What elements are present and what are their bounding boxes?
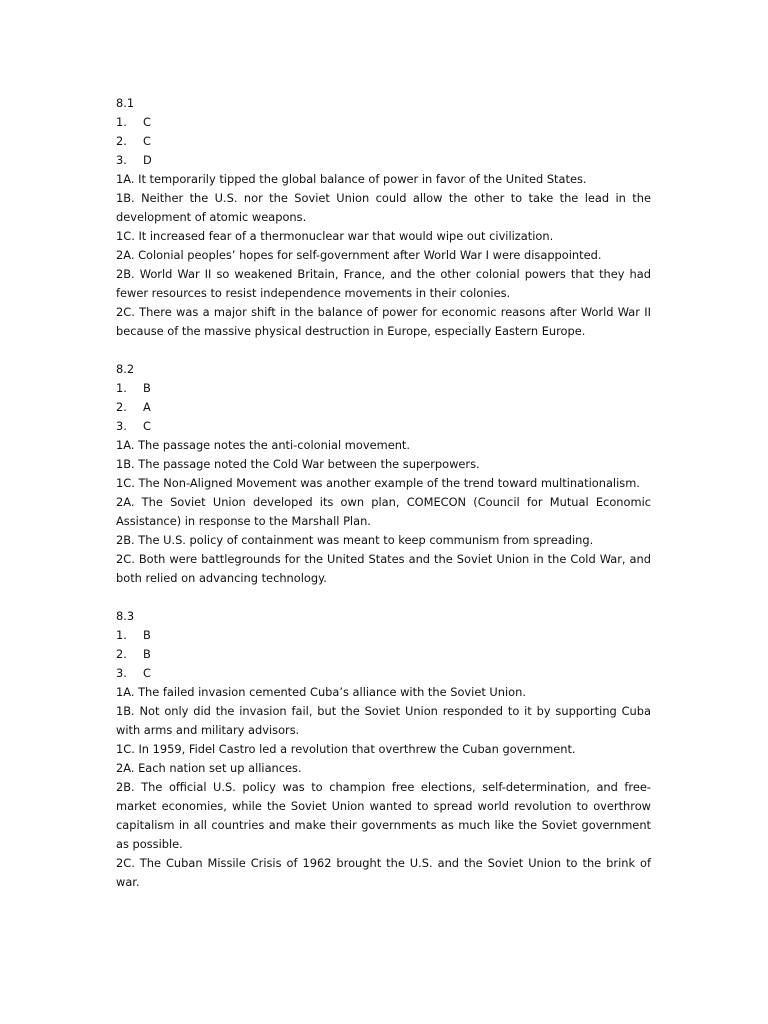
mc-answer [116, 151, 651, 170]
mc-letter: D [143, 153, 152, 167]
short-answer: 1B. The passage noted the Cold War between the superpowers. [116, 457, 480, 471]
section-heading: 8.3 [116, 609, 135, 623]
short-answer: 1A. The failed invasion cemented Cuba’s alliance with the Soviet Union. [116, 685, 526, 699]
mc-number: 3. [116, 666, 127, 680]
mc-letter: C [143, 666, 151, 680]
mc-number: 2. [116, 134, 127, 148]
mc-letter: C [143, 419, 151, 433]
section-8-2 [116, 360, 651, 588]
answer-key-page [116, 94, 651, 911]
mc-answer [116, 113, 651, 132]
short-answer: 1C. It increased fear of a thermonuclear war that would wipe out civilization. [116, 229, 554, 243]
mc-number: 2. [116, 647, 127, 661]
mc-number: 1. [116, 115, 127, 129]
short-answer: 2C. Both were battlegrounds for the United States and the Soviet Union in the Cold War, and both relied on advancing technology. [116, 552, 651, 585]
mc-letter: B [143, 381, 151, 395]
mc-letter: A [143, 400, 151, 414]
short-answer: 1A. The passage notes the anti-colonial movement. [116, 438, 411, 452]
short-answer: 2C. The Cuban Missile Crisis of 1962 brought the U.S. and the Soviet Union to the brink of war. [116, 856, 651, 889]
mc-letter: C [143, 134, 151, 148]
short-answer: 2B. The U.S. policy of containment was meant to keep communism from spreading. [116, 533, 594, 547]
short-answer: 2C. There was a major shift in the balance of power for economic reasons after World War II because of the massive physical destruction in Europe, especially Eastern Europe. [116, 305, 651, 338]
short-answer: 1B. Not only did the invasion fail, but the Soviet Union responded to it by supporting Cuba with arms and military advisors. [116, 704, 651, 737]
mc-number: 3. [116, 419, 127, 433]
mc-letter: B [143, 628, 151, 642]
short-answer: 1C. In 1959, Fidel Castro led a revolution that overthrew the Cuban government. [116, 742, 576, 756]
mc-number: 1. [116, 628, 127, 642]
mc-answer [116, 645, 651, 664]
mc-answer [116, 379, 651, 398]
short-answer: 1A. It temporarily tipped the global balance of power in favor of the United States. [116, 172, 587, 186]
section-8-1 [116, 94, 651, 341]
mc-answer [116, 417, 651, 436]
short-answer: 2A. Each nation set up alliances. [116, 761, 302, 775]
mc-answer [116, 132, 651, 151]
mc-letter: C [143, 115, 151, 129]
mc-number: 2. [116, 400, 127, 414]
mc-answer [116, 626, 651, 645]
short-answer: 1C. The Non-Aligned Movement was another example of the trend toward multinationalism. [116, 476, 640, 490]
short-answer: 1B. Neither the U.S. nor the Soviet Union could allow the other to take the lead in the development of atomic weapons. [116, 191, 651, 224]
mc-number: 1. [116, 381, 127, 395]
section-8-3 [116, 607, 651, 892]
short-answer: 2B. World War II so weakened Britain, France, and the other colonial powers that they had fewer resources to resist independence movements in their colonies. [116, 267, 651, 300]
section-heading: 8.1 [116, 96, 135, 110]
short-answer: 2A. The Soviet Union developed its own plan, COMECON (Council for Mutual Economic Assistance) in response to the Marshall Plan. [116, 495, 651, 528]
mc-letter: B [143, 647, 151, 661]
short-answer: 2A. Colonial peoples’ hopes for self-government after World War I were disappointed. [116, 248, 602, 262]
mc-number: 3. [116, 153, 127, 167]
mc-answer [116, 398, 651, 417]
section-heading: 8.2 [116, 362, 135, 376]
mc-answer [116, 664, 651, 683]
short-answer: 2B. The official U.S. policy was to champion free elections, self-determination, and free-market economies, while the Soviet Union wanted to spread world revolution to overthrow capitalism in all countries and make their governments as much like the Soviet government as possible. [116, 780, 651, 851]
